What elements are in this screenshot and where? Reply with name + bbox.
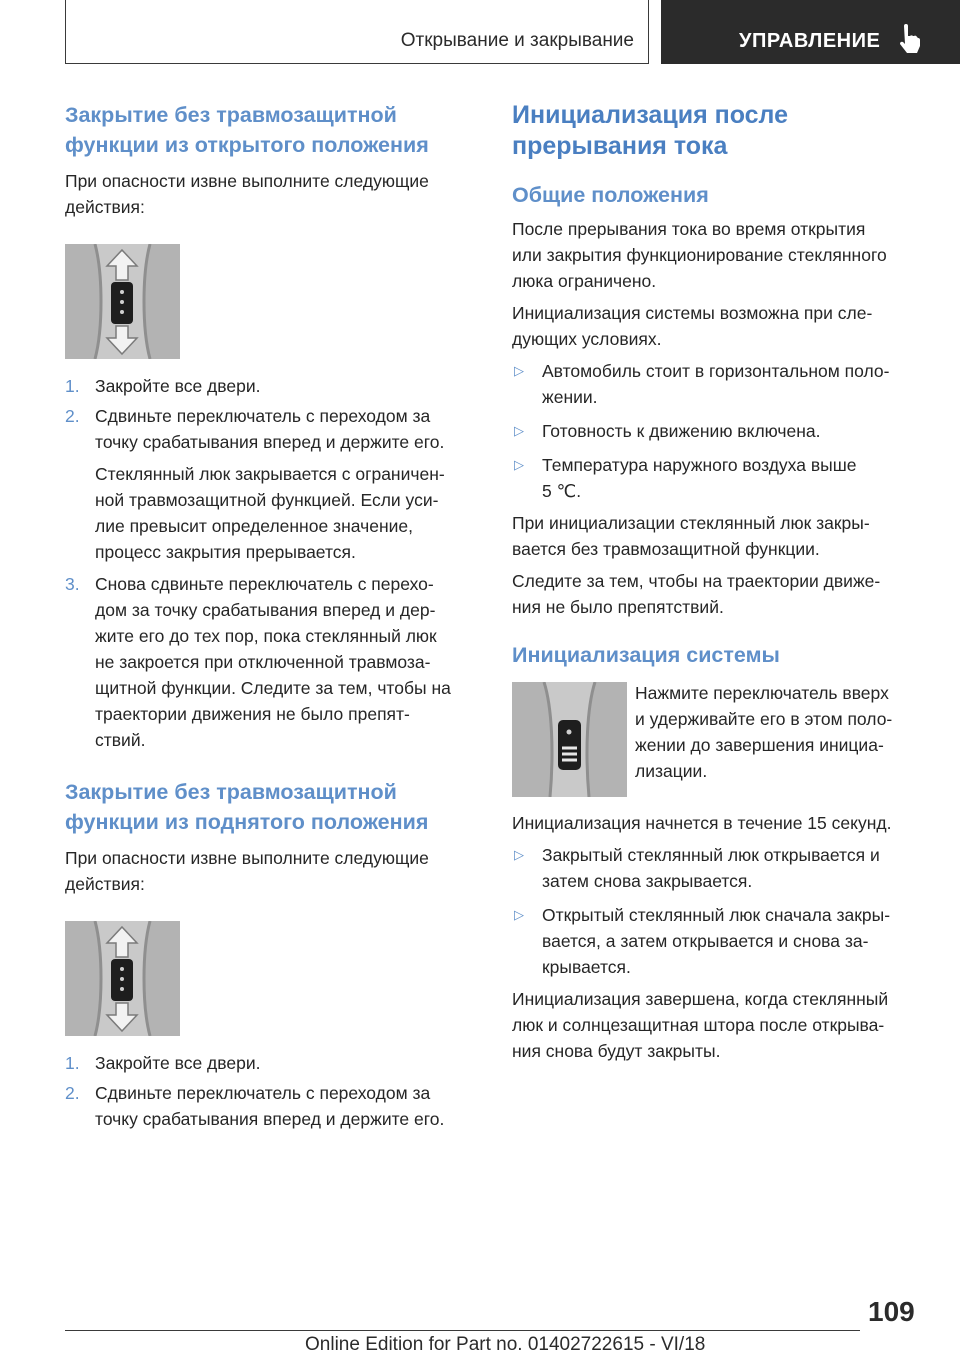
triangle-bullet-icon: ▷ <box>514 363 524 378</box>
steps-list <box>65 373 480 753</box>
paragraph: После прерывания тока во время открытия или закрытия функционирование стеклянного люка ограничено. <box>512 219 887 291</box>
triangle-bullet-icon: ▷ <box>514 847 524 862</box>
header-chapter-box <box>661 0 960 64</box>
list-item: ▷ Температура наружного воздуха выше 5 ℃. <box>512 452 927 504</box>
subsection-heading: Инициализация системы <box>512 643 780 667</box>
section-heading: Закрытие без травмозащитной функции из поднятого положения <box>65 780 429 834</box>
triangle-bullet-icon: ▷ <box>514 457 524 472</box>
subsection-heading: Общие положения <box>512 183 709 207</box>
list-item: ▷ Открытый стеклянный люк сначала закры- вается, а затем открывается и снова за- крывается. <box>512 902 927 980</box>
list-item: 2. Сдвиньте переключатель с переходом за точку срабатывания вперед и держите его. Стеклянный люк закрывается с ограничен- ной травмозащитной функцией. Если уси- лие превысит определенное значение, процесс закрытия прерывается. <box>65 406 445 562</box>
list-item: 1. Закройте все двери. <box>65 1053 261 1073</box>
pointing-hand-icon <box>897 24 921 54</box>
triangle-bullet-icon: ▷ <box>514 423 524 438</box>
switch-slide-illustration <box>65 921 180 1036</box>
steps-list <box>65 1050 480 1132</box>
list-item: ▷ Закрытый стеклянный люк открывается и затем снова закрывается. <box>512 842 927 894</box>
left-column <box>65 100 480 1132</box>
paragraph: Инициализация начнется в течение 15 секунд. <box>512 813 892 833</box>
footer-divider <box>65 1330 860 1331</box>
list-item: 3. Снова сдвиньте переключатель с перехо- дом за точку срабатывания вперед и дер- жите его до тех пор, пока стеклянный люк не закроется при отключенной травмоза- щитной функции. Следите за тем, чтобы на траектории движения не было препят- ствий. <box>65 574 451 750</box>
header-chapter-title: УПРАВЛЕНИЕ <box>739 30 881 52</box>
bullet-list <box>512 842 927 980</box>
list-item: 2. Сдвиньте переключатель с переходом за точку срабатывания вперед и держите его. <box>65 1083 445 1129</box>
switch-press-up-illustration <box>512 682 627 797</box>
header-section-box <box>65 0 649 64</box>
section-intro: При опасности извне выполните следующие действия: <box>65 171 429 217</box>
chapter-heading: Инициализация после прерывания тока <box>512 101 789 160</box>
paragraph: Инициализация завершена, когда стеклянный люк и солнцезащитная штора после открыва- ния снова будут закрыты. <box>512 989 889 1061</box>
section-intro: При опасности извне выполните следующие действия: <box>65 848 429 894</box>
footer-edition: Online Edition for Part no. 01402722615 - VI/18 <box>305 1334 706 1355</box>
section-heading: Закрытие без травмозащитной функции из открытого положения <box>65 103 429 157</box>
paragraph: Инициализация системы возможна при сле- дующих условиях. <box>512 303 873 349</box>
bullet-list <box>512 358 927 504</box>
list-item: ▷ Автомобиль стоит в горизонтальном поло- жении. <box>512 358 927 410</box>
switch-slide-illustration <box>65 244 180 359</box>
paragraph: При инициализации стеклянный люк закры- вается без травмозащитной функции. <box>512 513 870 559</box>
list-item: ▷ Готовность к движению включена. <box>512 418 927 444</box>
figure-with-text: Нажмите переключатель вверх и удерживайте его в этом поло- жении до завершения инициа- лизации. <box>512 682 927 800</box>
paragraph: Следите за тем, чтобы на траектории движе- ния не было препятствий. <box>512 571 881 617</box>
list-item: 1. Закройте все двери. <box>65 376 261 396</box>
page-number: 109 <box>868 1296 915 1327</box>
triangle-bullet-icon: ▷ <box>514 907 524 922</box>
header-section-title: Открывание и закрывание <box>400 30 634 51</box>
right-column <box>512 100 927 1064</box>
